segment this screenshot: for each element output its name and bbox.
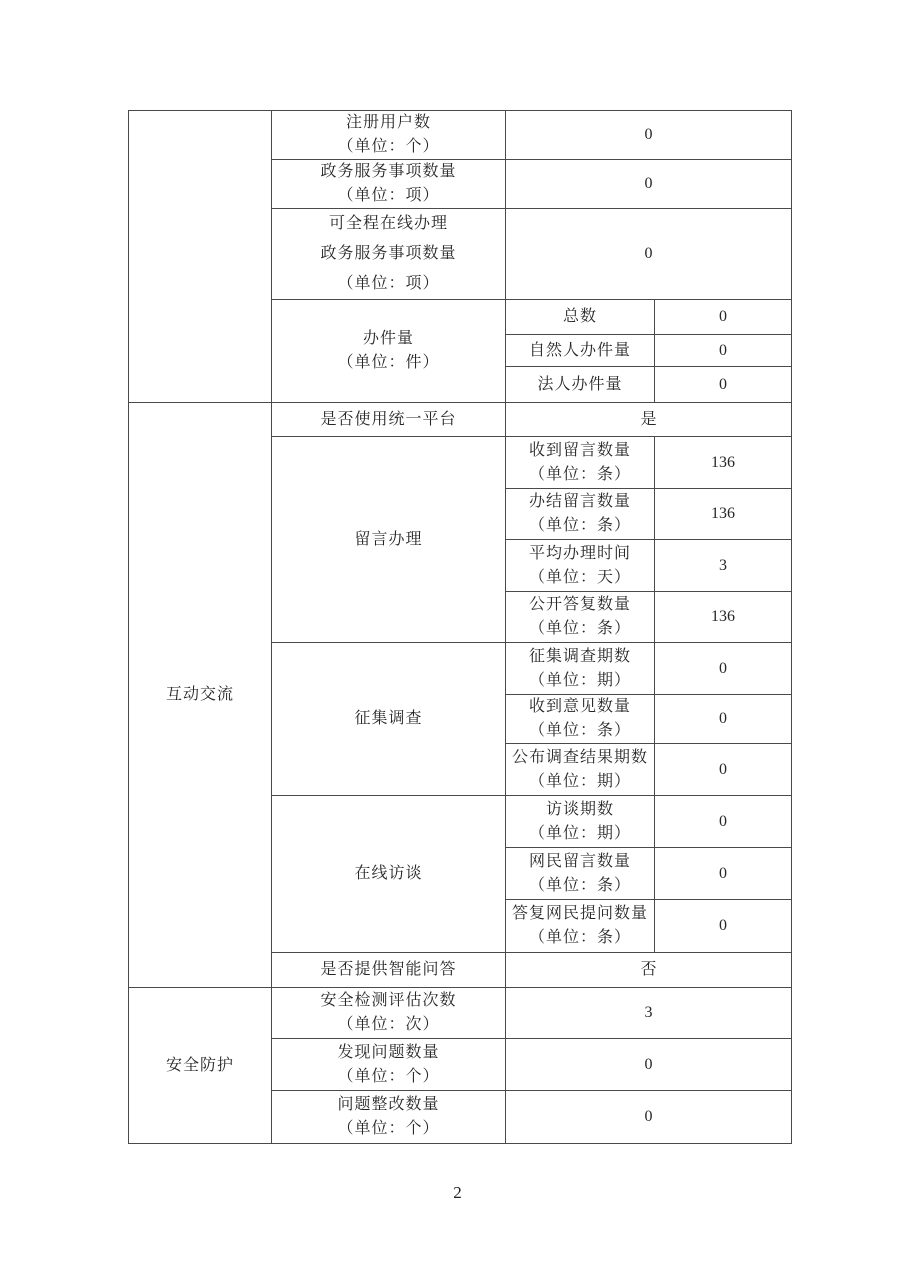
- submetric-name: 公开答复数量: [528, 596, 631, 613]
- group-name: 在线访谈: [354, 865, 423, 882]
- metric-value-cell: 136: [655, 437, 792, 489]
- submetric-name: 法人办件量: [537, 375, 623, 393]
- submetric-label-cell: [506, 367, 655, 403]
- submetric-unit: （单位：条）: [528, 876, 631, 894]
- metric-unit: （单位：个）: [337, 1120, 440, 1137]
- submetric-label-cell: [506, 900, 655, 953]
- metric-label-cell: [272, 1039, 506, 1091]
- metric-name: 发现问题数量: [337, 1043, 440, 1061]
- submetric-label-cell: [506, 796, 655, 848]
- group-name: 办件量: [362, 330, 414, 347]
- metric-value-cell: 是: [506, 403, 792, 437]
- metric-value-cell: 0: [655, 695, 792, 744]
- metric-name: 是否使用统一平台: [320, 410, 457, 428]
- metric-label-cell: [272, 403, 506, 437]
- metric-value-cell: 0: [506, 209, 792, 300]
- group-label-cell: [272, 300, 506, 403]
- metric-label-cell: [272, 988, 506, 1039]
- group-label-cell: [272, 796, 506, 953]
- submetric-name: 收到留言数量: [528, 441, 631, 459]
- metric-value-cell: 3: [506, 988, 792, 1039]
- report-table: [128, 110, 792, 1144]
- submetric-name: 访谈期数: [545, 800, 614, 818]
- submetric-label-cell: [506, 592, 655, 643]
- group-name: 留言办理: [354, 530, 423, 548]
- metric-value-cell: 0: [655, 744, 792, 796]
- submetric-label-cell: [506, 300, 655, 335]
- table-row: [129, 403, 792, 437]
- submetric-name: 收到意见数量: [528, 698, 631, 715]
- submetric-name: 网民留言数量: [528, 852, 631, 870]
- metric-value-cell: 136: [655, 592, 792, 643]
- metric-unit: （单位：个）: [337, 1067, 440, 1085]
- table-row: [129, 111, 792, 160]
- category-cell-security: 安全防护: [129, 988, 272, 1144]
- metric-value-cell: 0: [506, 1039, 792, 1091]
- submetric-name: 答复网民提问数量: [511, 905, 648, 922]
- submetric-unit: （单位：期）: [528, 824, 631, 842]
- metric-label-cell: [272, 209, 506, 300]
- group-name: 征集调查: [354, 710, 423, 727]
- metric-name: 问题整改数量: [337, 1096, 440, 1113]
- metric-value-cell: 0: [506, 111, 792, 160]
- submetric-label-cell: [506, 744, 655, 796]
- metric-value-cell: 0: [655, 335, 792, 367]
- group-unit: （单位：件）: [337, 354, 440, 371]
- submetric-label-cell: [506, 437, 655, 489]
- page-number: 2: [453, 1183, 462, 1202]
- metric-name: 政务服务事项数量: [320, 163, 457, 180]
- metric-value-cell: 3: [655, 540, 792, 592]
- metric-value-cell: 0: [655, 300, 792, 335]
- submetric-label-cell: [506, 695, 655, 744]
- metric-name: 安全检测评估次数: [320, 992, 457, 1009]
- metric-label-cell: [272, 953, 506, 988]
- submetric-name: 公布调查结果期数: [511, 748, 648, 766]
- submetric-unit: （单位：条）: [528, 620, 631, 637]
- category-cell-empty: [129, 111, 272, 403]
- submetric-label-cell: [506, 540, 655, 592]
- submetric-name: 征集调查期数: [528, 647, 631, 665]
- group-label-cell: [272, 437, 506, 643]
- metric-value-cell: 0: [655, 643, 792, 695]
- submetric-name: 办结留言数量: [528, 493, 631, 510]
- metric-label-cell: [272, 111, 506, 160]
- metric-unit: （单位：次）: [337, 1016, 440, 1033]
- metric-value-cell: 0: [655, 796, 792, 848]
- metric-label-cell: [272, 1091, 506, 1144]
- submetric-unit: （单位：期）: [528, 772, 631, 790]
- metric-unit: （单位：项）: [337, 275, 440, 292]
- submetric-label-cell: [506, 848, 655, 900]
- metric-name: 可全程在线办理: [328, 215, 448, 232]
- table-row: [129, 988, 792, 1039]
- report-table-sheet: [128, 110, 792, 1144]
- metric-name: 政务服务事项数量: [320, 245, 457, 262]
- submetric-unit: （单位：条）: [528, 465, 631, 483]
- submetric-unit: （单位：条）: [528, 722, 631, 739]
- submetric-unit: （单位：条）: [528, 517, 631, 534]
- metric-value-cell: 136: [655, 489, 792, 540]
- submetric-unit: （单位：条）: [528, 929, 631, 946]
- submetric-name: 平均办理时间: [528, 544, 631, 562]
- category-cell-interact: 互动交流: [129, 403, 272, 988]
- metric-unit: （单位：项）: [337, 187, 440, 204]
- metric-unit: （单位：个）: [337, 138, 440, 155]
- metric-value-cell: 否: [506, 953, 792, 988]
- submetric-unit: （单位：期）: [528, 671, 631, 689]
- metric-value-cell: 0: [655, 848, 792, 900]
- metric-value-cell: 0: [506, 160, 792, 209]
- submetric-name: 自然人办件量: [528, 341, 631, 359]
- group-label-cell: [272, 643, 506, 796]
- submetric-unit: （单位：天）: [528, 568, 631, 586]
- submetric-name: 总数: [562, 308, 597, 325]
- submetric-label-cell: [506, 335, 655, 367]
- metric-label-cell: [272, 160, 506, 209]
- metric-value-cell: 0: [506, 1091, 792, 1144]
- metric-value-cell: 0: [655, 367, 792, 403]
- metric-value-cell: 0: [655, 900, 792, 953]
- submetric-label-cell: [506, 489, 655, 540]
- metric-name: 注册用户数: [345, 114, 431, 131]
- submetric-label-cell: [506, 643, 655, 695]
- metric-name: 是否提供智能问答: [320, 961, 457, 978]
